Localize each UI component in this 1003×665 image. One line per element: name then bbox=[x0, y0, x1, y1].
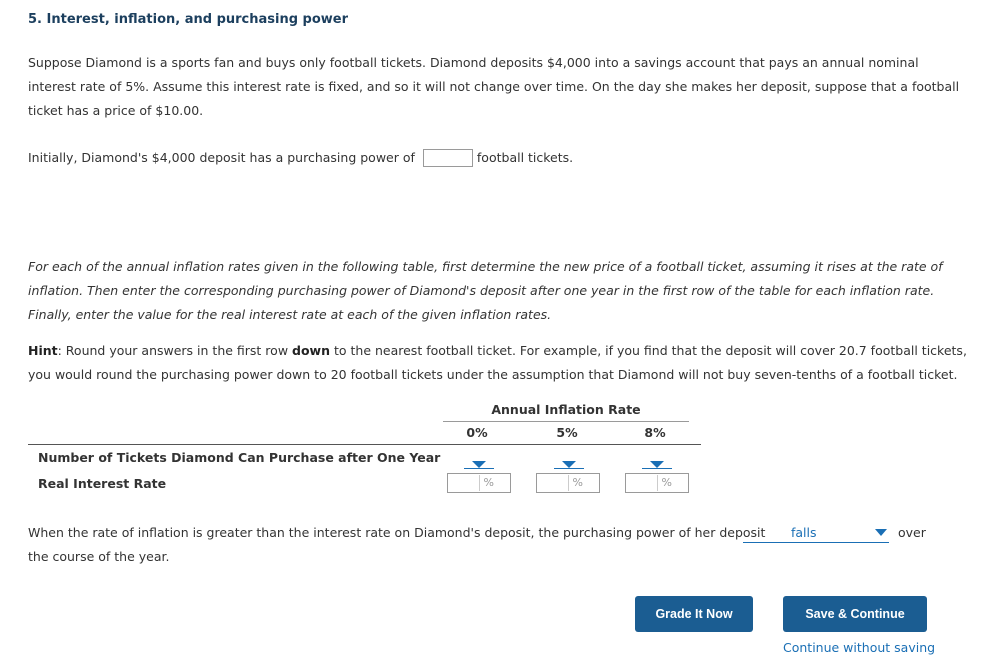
instructions-paragraph: For each of the annual inflation rates given in the following table, first determine the new price of a football ticket, assuming it rises at the rate of inflation. Then enter the corresponding purchasing power of Diamond's deposit after one year in the first row of the table for each inflation rate. Finally, enter the value for the real interest rate at each of the given inflation rates. bbox=[28, 259, 943, 322]
chevron-down-icon bbox=[562, 461, 576, 468]
chevron-down-icon bbox=[472, 461, 486, 468]
hint-bold: down bbox=[292, 343, 330, 358]
table-divider bbox=[28, 444, 701, 445]
real-rate-5-input[interactable] bbox=[536, 473, 600, 493]
tickets-5-dropdown[interactable] bbox=[554, 454, 584, 469]
tickets-0-dropdown[interactable] bbox=[464, 454, 494, 469]
col-head-5: 5% bbox=[556, 425, 578, 440]
percent-label: % bbox=[479, 475, 498, 491]
hint-paragraph: Hint: Round your answers in the first row down to the nearest football ticket. For example, if you find that the deposit will cover 20.7 football tickets, you would round the purchasing power down to 20 football tickets under the assumption that Diamond will not buy seven-tenths of a football ticket. bbox=[28, 343, 967, 382]
statement-end: the course of the year. bbox=[28, 549, 170, 564]
initial-tickets-input[interactable] bbox=[423, 149, 473, 167]
select-value: falls bbox=[791, 524, 817, 540]
row-label-real-rate: Real Interest Rate bbox=[38, 476, 167, 491]
real-rate-8-input[interactable] bbox=[625, 473, 689, 493]
statement-after: over bbox=[898, 525, 926, 540]
table-header: Annual Inflation Rate bbox=[443, 402, 689, 422]
chevron-down-icon bbox=[650, 461, 664, 468]
chevron-down-icon bbox=[875, 529, 887, 536]
initial-prefix: Initially, Diamond's $4,000 deposit has a purchasing power of bbox=[28, 150, 415, 165]
save-continue-button[interactable]: Save & Continue bbox=[783, 596, 927, 632]
statement-before: When the rate of inflation is greater than the interest rate on Diamond's deposit, the purchasing power of her deposit bbox=[28, 525, 766, 540]
initial-purchasing-power-row bbox=[28, 146, 573, 170]
real-rate-0-input[interactable] bbox=[447, 473, 511, 493]
question-title: 5. Interest, inflation, and purchasing power bbox=[28, 12, 349, 27]
purchasing-power-select[interactable] bbox=[743, 522, 889, 543]
col-head-0: 0% bbox=[466, 425, 488, 440]
percent-label: % bbox=[568, 475, 587, 491]
initial-suffix: football tickets. bbox=[476, 150, 574, 165]
grade-it-now-button[interactable]: Grade It Now bbox=[635, 596, 753, 632]
row-label-tickets: Number of Tickets Diamond Can Purchase after One Year bbox=[38, 450, 441, 465]
hint-label: Hint bbox=[28, 343, 58, 358]
tickets-8-dropdown[interactable] bbox=[642, 454, 672, 469]
percent-label: % bbox=[657, 475, 676, 491]
continue-without-saving-link[interactable]: Continue without saving bbox=[783, 640, 936, 655]
col-head-8: 8% bbox=[644, 425, 666, 440]
intro-paragraph: Suppose Diamond is a sports fan and buys only football tickets. Diamond deposits $4,000 into a savings account that pays an annual nominal interest rate of 5%. Assume this interest rate is fixed, and so it will not change over time. On the day she makes her deposit, suppose that a football ticket has a price of $10.00. bbox=[28, 55, 960, 118]
